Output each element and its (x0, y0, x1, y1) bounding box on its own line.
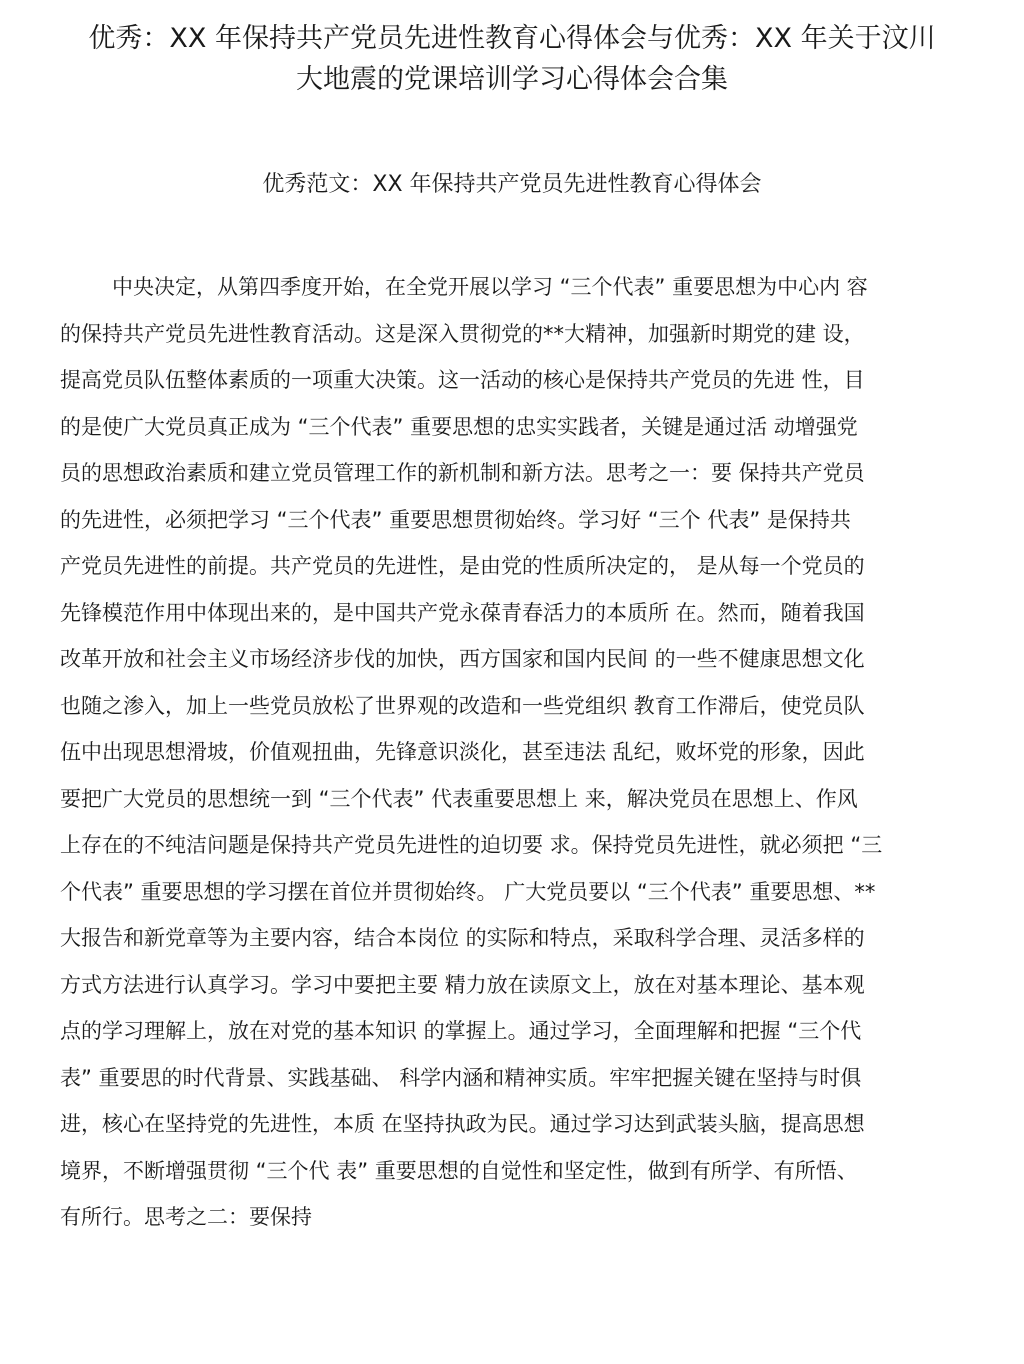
body-line: 个代表” 重要思想的学习摆在首位并贯彻始终。 广大党员要以 “三个代表” 重要思想、** (60, 879, 876, 904)
body-line: 改革开放和社会主义市场经济步伐的加快，西方国家和国内民间 的一些不健康思想文化 (60, 647, 865, 671)
body-line: 进，核心在坚持党的先进性，本质 在坚持执政为民。通过学习达到武装头脑，提高思想 (60, 1112, 865, 1136)
body-line: 境界，不断增强贯彻 “三个代 表” 重要思想的自觉性和坚定性，做到有所学、有所悟、 (60, 1158, 858, 1183)
body-line: 上存在的不纯洁问题是保持共产党员先进性的迫切要 求。保持党员先进性，就必须把 “三 (60, 833, 883, 857)
body-line: 中央决定，从第四季度开始，在全党开展以学习 “三个代表” 重要思想为中心内 容 (112, 275, 868, 299)
body-line: 点的学习理解上，放在对党的基本知识 的掌握上。通过学习，全面理解和把握 “三个代 (60, 1019, 862, 1043)
body-line: 员的思想政治素质和建立党员管理工作的新机制和新方法。思考之一：要 保持共产党员 (60, 461, 865, 485)
document-title (60, 18, 964, 100)
body-line: 方式方法进行认真学习。学习中要把主要 精力放在读原文上，放在对基本理论、基本观 (60, 972, 865, 997)
body-line: 产党员先进性的前提。共产党员的先进性，是由党的性质所决定的， 是从每一个党员的 (60, 554, 865, 578)
body-line: 的保持共产党员先进性教育活动。这是深入贯彻党的**大精神，加强新时期党的建 设， (60, 321, 865, 346)
body-line: 的先进性，必须把学习 “三个代表” 重要思想贯彻始终。学习好 “三个 代表” 是保持共 (60, 507, 851, 532)
body-paragraph (60, 270, 970, 1247)
body-line: 要把广大党员的思想统一到 “三个代表” 代表重要思想上 来，解决党员在思想上、作风 (60, 786, 858, 811)
section-heading: 优秀范文：XX 年保持共产党员先进性教育心得体会 (262, 172, 762, 197)
body-line: 大报告和新党章等为主要内容，结合本岗位 的实际和特点，采取科学合理、灵活多样的 (60, 926, 865, 950)
body-line: 表” 重要思的时代背景、实践基础、 科学内涵和精神实质。牢牢把握关键在坚持与时俱 (60, 1065, 862, 1090)
document-title-line: 大地震的党课培训学习心得体会合集 (296, 64, 728, 95)
body-line: 提高党员队伍整体素质的一项重大决策。这一活动的核心是保持共产党员的先进 性，目 (60, 368, 865, 392)
body-line: 先锋模范作用中体现出来的，是中国共产党永葆青春活力的本质所 在。然而，随着我国 (60, 600, 865, 625)
document-title-line: 优秀：XX 年保持共产党员先进性教育心得体会与优秀：XX 年关于汶川 (88, 23, 936, 54)
body-line: 伍中出现思想滑坡，价值观扭曲，先锋意识淡化，甚至违法 乱纪，败坏党的形象，因此 (60, 740, 865, 764)
body-line: 的是使广大党员真正成为 “三个代表” 重要思想的忠实实践者，关键是通过活 动增强党 (60, 414, 858, 439)
body-line: 有所行。思考之二：要保持 (60, 1205, 312, 1229)
body-line: 也随之渗入，加上一些党员放松了世界观的改造和一些党组织 教育工作滞后，使党员队 (60, 693, 865, 718)
